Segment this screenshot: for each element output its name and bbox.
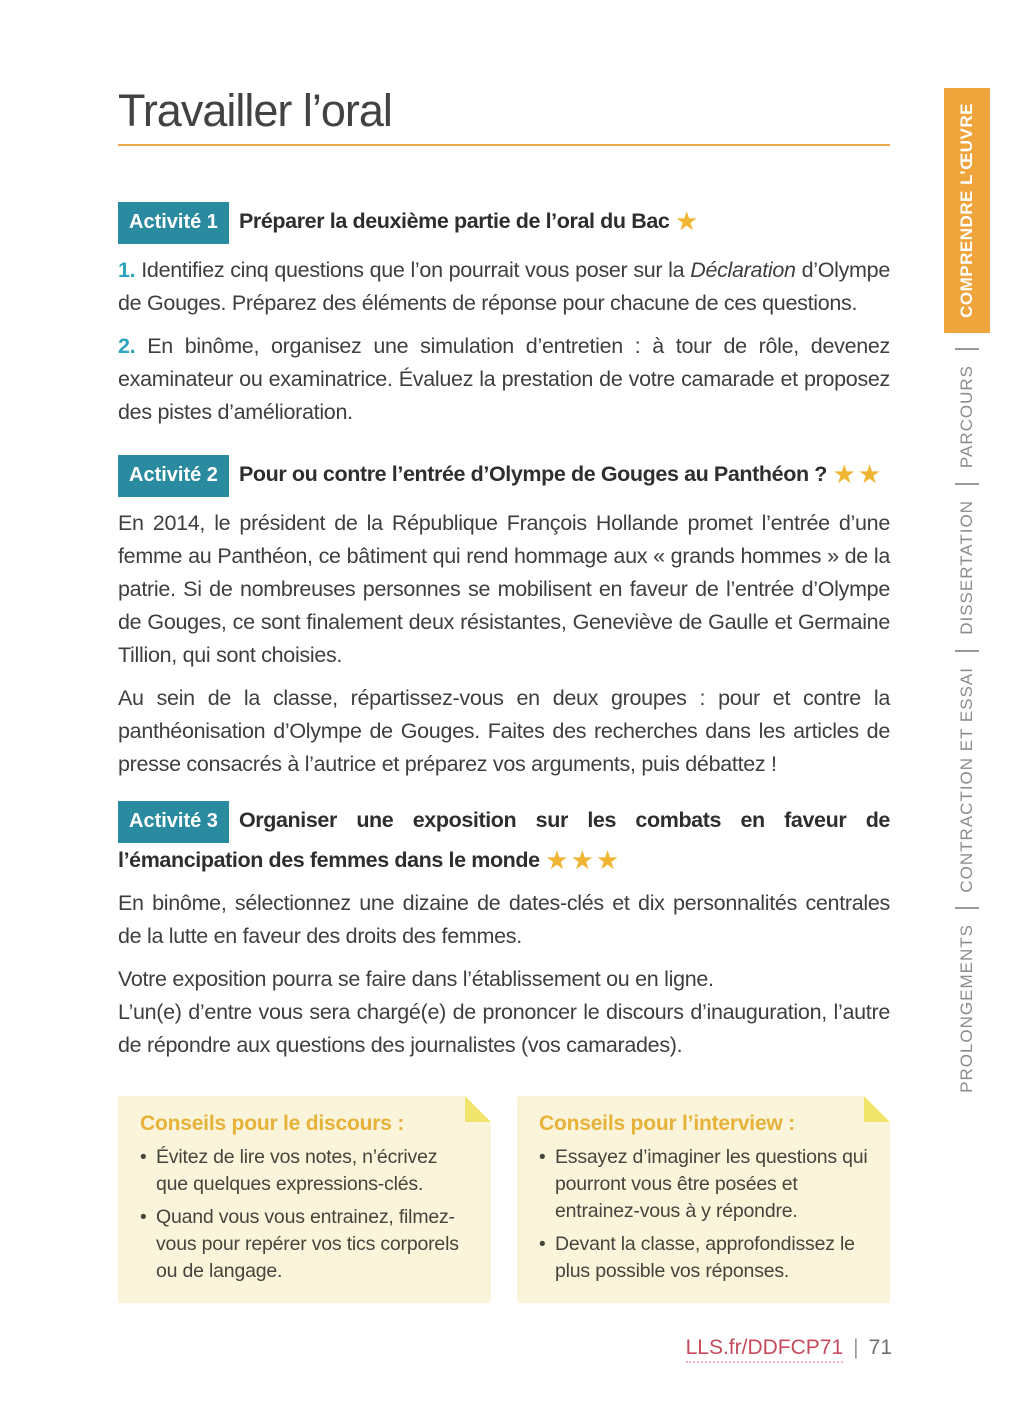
sidebar-separator: [955, 650, 979, 652]
sidebar-separator: [955, 348, 979, 350]
advice-box-interview: [517, 1096, 890, 1303]
footer-separator: |: [853, 1336, 859, 1359]
activity-3-badge: Activité 3: [118, 801, 229, 843]
difficulty-stars-2: ★★: [832, 458, 884, 489]
sidebar-tab-contraction-et-essai[interactable]: CONTRACTION ET ESSAI: [957, 666, 976, 893]
sidebar-tab-prolongements[interactable]: PROLONGEMENTS: [957, 924, 976, 1094]
lls-resource-link[interactable]: LLS.fr/DDFCP71: [686, 1336, 844, 1363]
activity-3-paragraph-3: L’un(e) d’entre vous sera chargé(e) de prononcer le discours d’inauguration, l’autre de répondre aux questions des journalistes (vos camarades).: [118, 999, 890, 1057]
difficulty-stars-3: ★★★: [545, 844, 622, 875]
difficulty-stars-1: ★: [675, 205, 701, 236]
work-title-italic: Déclaration: [690, 257, 796, 282]
activity-1-section: [118, 202, 890, 429]
bullet-dot-icon: •: [140, 1146, 147, 1168]
advice-bullet-text: Quand vous vous entrainez, filmez-vous pour repérer vos tics corporels ou de langage.: [156, 1205, 459, 1282]
main-content: [118, 86, 890, 1303]
sidebar-tab-parcours[interactable]: PARCOURS: [957, 364, 976, 469]
activity-1-instruction-2: [118, 330, 890, 429]
bullet-dot-icon: •: [539, 1233, 546, 1255]
advice-bullet-text: Évitez de lire vos notes, n’écrivez que quelques expressions-clés.: [156, 1145, 438, 1195]
sidebar-separator: [955, 483, 979, 485]
activity-2-paragraph-1: En 2014, le président de la République François Hollande promet l’entrée d’une femme au Panthéon, ce bâtiment qui rend hommage aux « grands hommes » de la patrie. Si de nombreuses personnes se mobilisent en faveur de l’entrée d’Olympe de Gouges, ce sont finalement deux résistantes, Geneviève de Gaulle et Germaine Tillion, qui sont choisies.: [118, 510, 890, 667]
advice-box-discours: [118, 1096, 491, 1303]
advice-bullet: [140, 1144, 471, 1198]
advice-bullet-text: Essayez d’imaginer les questions qui pourront vous être posées et entrainez-vous à y répondre.: [555, 1145, 868, 1222]
activity-3-section: [118, 801, 890, 1062]
activity-1-heading: [118, 202, 890, 244]
bullet-dot-icon: •: [539, 1146, 546, 1168]
activity-3-title: Organiser une exposition sur les combats en faveur de l’émancipation des femmes dans le monde: [118, 807, 890, 872]
advice-bullet: [539, 1144, 870, 1225]
chapter-tabs-sidebar: [944, 88, 990, 1093]
page-number: 71: [868, 1336, 892, 1359]
instruction-number: 1.: [118, 257, 136, 282]
sidebar-tab-label: COMPRENDRE L’ŒUVRE: [957, 103, 976, 318]
activity-2-paragraph-2: Au sein de la classe, répartissez-vous en deux groupes : pour et contre la panthéonisation d’Olympe de Gouges. Faites des recherches dans les articles de presse consacrés à l’autrice et préparez vos arguments, puis débattez !: [118, 685, 890, 776]
sidebar-tab-comprendre-loeuvre[interactable]: [944, 88, 990, 333]
advice-box-interview-title: Conseils pour l’interview :: [539, 1111, 795, 1135]
activity-2-heading: [118, 455, 890, 497]
advice-bullet: [140, 1204, 471, 1285]
activity-3-paragraph-1: En binôme, sélectionnez une dizaine de dates-clés et dix personnalités centrales de la lutte en faveur des droits des femmes.: [118, 890, 890, 948]
sidebar-tab-dissertation[interactable]: DISSERTATION: [957, 500, 976, 635]
instruction-number: 2.: [118, 333, 136, 358]
activity-3-paragraph-2: Votre exposition pourra se faire dans l’établissement ou en ligne.: [118, 966, 714, 991]
instruction-text: Identifiez cinq questions que l’on pourrait vous poser sur la: [141, 257, 691, 282]
title-underline-rule: [118, 144, 890, 146]
instruction-text: d’Olympe de Gouges. Préparez des éléments de réponse pour chacune de ces questions.: [118, 257, 890, 315]
advice-boxes-row: [118, 1096, 890, 1303]
bullet-dot-icon: •: [140, 1206, 147, 1228]
activity-2-badge: Activité 2: [118, 455, 229, 497]
activity-2-title: Pour ou contre l’entrée d’Olympe de Gouges au Panthéon ?: [238, 461, 827, 486]
advice-box-discours-title: Conseils pour le discours :: [140, 1111, 405, 1135]
advice-bullet: [539, 1231, 870, 1285]
instruction-text: En binôme, organisez une simulation d’entretien : à tour de rôle, devenez examinateur ou examinatrice. Évaluez la prestation de votre camarade et proposez des pistes d’amélioration.: [118, 333, 890, 424]
activity-1-badge: Activité 1: [118, 202, 229, 244]
sidebar-separator: [955, 907, 979, 909]
page-footer: [686, 1336, 892, 1363]
activity-3-heading: [118, 801, 890, 877]
page-title: Travailler l’oral: [118, 85, 392, 136]
advice-bullet-text: Devant la classe, approfondissez le plus possible vos réponses.: [555, 1232, 855, 1282]
activity-1-instruction-1: [118, 254, 890, 320]
activity-2-section: [118, 455, 890, 781]
activity-1-title: Préparer la deuxième partie de l’oral du Bac: [238, 208, 670, 233]
